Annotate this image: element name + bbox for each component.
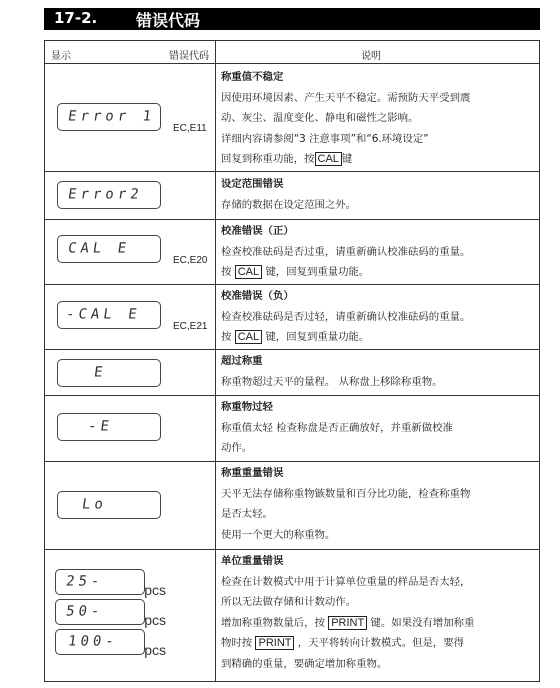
row-description bbox=[221, 463, 533, 545]
error-code-table bbox=[44, 40, 540, 682]
row-title: 单位重量错误 bbox=[221, 555, 284, 567]
row-description bbox=[221, 67, 533, 170]
header-description: 说明 bbox=[361, 51, 381, 62]
desc-line: 动作。 bbox=[221, 442, 253, 454]
section-title: 错误代码 bbox=[136, 11, 201, 30]
lcd-display: E bbox=[57, 359, 161, 387]
lcd-display: -CAL E bbox=[57, 301, 161, 329]
desc-line: 称重物超过天平的量程。 从称盘上移除称重物。 bbox=[221, 375, 443, 388]
row-title: 校准错误（正） bbox=[221, 225, 294, 237]
lcd-display: Lo bbox=[57, 491, 161, 519]
lcd-display: 50- pcs bbox=[55, 599, 145, 625]
row-description bbox=[221, 174, 533, 215]
desc-line: 按 CAL 键，回复到重量功能。 bbox=[221, 266, 370, 278]
desc-line: 检查校准砝码是否过轻，请重新确认校准砝码的重量。 bbox=[221, 310, 471, 323]
cal-key: CAL bbox=[315, 152, 342, 166]
error-code: EC,E21 bbox=[173, 321, 208, 332]
desc-line: 称重值太轻 检查称盘是否正确放好，并重新做校准 bbox=[221, 421, 453, 434]
desc-line: 按 CAL 键，回复到重量功能。 bbox=[221, 331, 370, 343]
row-description bbox=[221, 397, 533, 459]
row-title: 称重重量错误 bbox=[221, 467, 284, 479]
desc-line: 增加称重物数量后，按 PRINT 键。如果没有增加称重 bbox=[221, 616, 475, 629]
row-description bbox=[221, 221, 533, 283]
section-title-bar bbox=[44, 8, 540, 30]
error-code: EC,E11 bbox=[173, 123, 207, 134]
desc-line: 天平无法存储称重物镞数量和百分比功能，检查称重物 bbox=[221, 487, 471, 500]
row-description bbox=[221, 286, 533, 348]
lcd-display: Error 1 bbox=[57, 103, 161, 131]
row-description bbox=[221, 551, 533, 674]
desc-line: 使用一个更大的称重物。 bbox=[221, 528, 336, 541]
desc-line: 存储的数据在设定范围之外。 bbox=[221, 198, 357, 211]
desc-line: 检查校准砝码是否过重，请重新确认校准砝码的重量。 bbox=[221, 245, 471, 258]
unit-label: pcs bbox=[144, 642, 166, 658]
header-error-code: 错误代码 bbox=[169, 51, 209, 62]
row-title: 设定范围错误 bbox=[221, 178, 284, 190]
column-divider bbox=[215, 41, 216, 681]
error-code: EC,E20 bbox=[173, 255, 208, 266]
desc-line: 到精确的重量，要确定增加称重物。 bbox=[221, 657, 388, 670]
lcd-display: Error2 bbox=[57, 181, 161, 209]
unit-label: pcs bbox=[144, 582, 166, 598]
desc-line: 因使用环境因素、产生天平不稳定。需预防天平受到震 bbox=[221, 91, 471, 104]
row-divider bbox=[45, 171, 539, 172]
lcd-display: 100- pcs bbox=[55, 629, 145, 655]
row-title: 称重值不稳定 bbox=[221, 71, 284, 83]
print-key: PRINT bbox=[328, 616, 367, 630]
row-title: 超过称重 bbox=[221, 355, 263, 367]
desc-line: 检查在计数模式中用于计算单位重量的样品是否太轻， bbox=[221, 575, 471, 588]
desc-line: 详细内容请参阅“3 注意事项”和“6.环境设定” bbox=[221, 132, 429, 145]
unit-label: pcs bbox=[144, 612, 166, 628]
cal-key: CAL bbox=[235, 330, 262, 344]
cal-key: CAL bbox=[235, 265, 262, 279]
row-divider bbox=[45, 63, 539, 64]
desc-line: 所以无法做存储和计数动作。 bbox=[221, 596, 357, 608]
desc-line: 回复到称重功能，按 CAL 键 bbox=[221, 153, 353, 165]
row-title: 称重物过轻 bbox=[221, 401, 273, 413]
lcd-display: CAL E bbox=[57, 235, 161, 263]
header-display: 显示 bbox=[51, 51, 71, 62]
desc-line: 是否太轻。 bbox=[221, 508, 273, 520]
desc-line: 物时按 PRINT ，天平将转向计数模式。但是，要得 bbox=[221, 637, 465, 649]
row-description bbox=[221, 351, 533, 392]
section-number: 17-2. bbox=[54, 9, 98, 27]
lcd-display: -E bbox=[57, 413, 161, 441]
desc-line: 动、灰尘、温度变化、静电和磁性之影响。 bbox=[221, 112, 419, 124]
print-key: PRINT bbox=[255, 636, 294, 650]
row-title: 校准错误（负） bbox=[221, 290, 294, 302]
lcd-display: 25- pcs bbox=[55, 569, 145, 595]
